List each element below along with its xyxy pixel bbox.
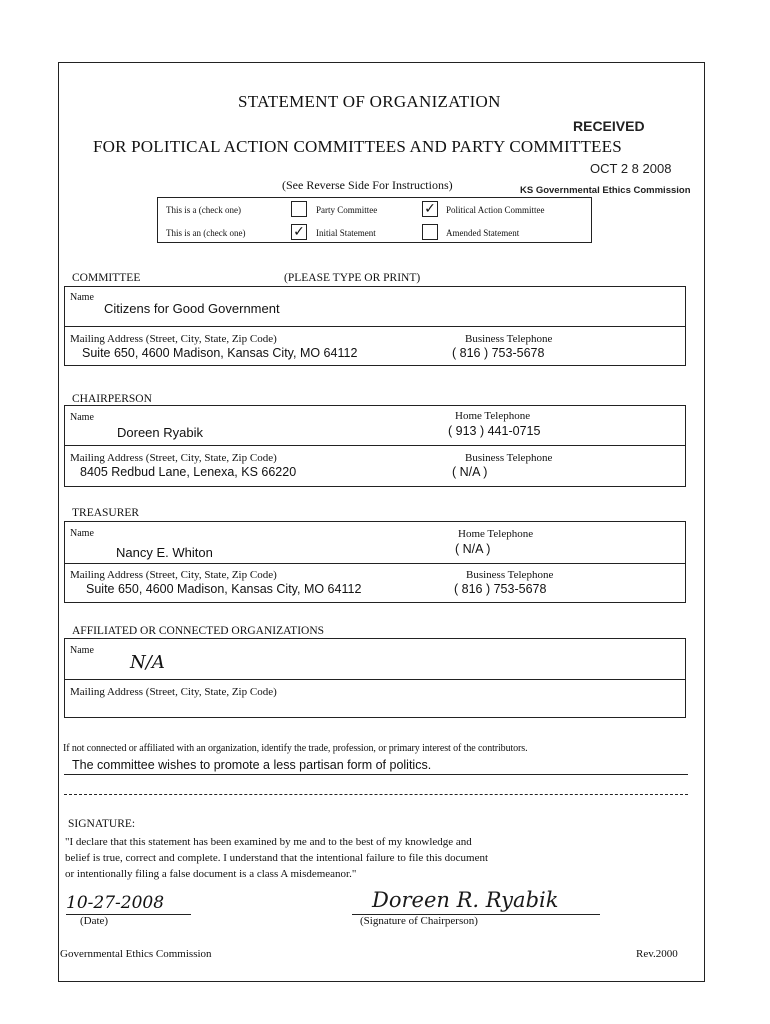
chairperson-address-label: Mailing Address (Street, City, State, Zip Code) — [70, 452, 277, 464]
signature-label: (Signature of Chairperson) — [360, 915, 478, 927]
committee-address-label: Mailing Address (Street, City, State, Zip Code) — [70, 333, 277, 345]
treasurer-home-phone-label: Home Telephone — [458, 528, 534, 540]
treasurer-home-phone-field[interactable]: ( N/A ) — [455, 542, 491, 556]
committee-divider — [64, 326, 686, 327]
affiliated-name-label: Name — [70, 645, 94, 656]
interest-line-1 — [64, 774, 688, 775]
pac-check-icon: ✓ — [424, 201, 436, 217]
received-stamp-agency: KS Governmental Ethics Commission — [520, 185, 691, 196]
committee-address-field[interactable]: Suite 650, 4600 Madison, Kansas City, MO 64112 — [82, 346, 358, 360]
declaration-line-3: or intentionally filing a false document is a class A misdemeanor." — [65, 868, 357, 880]
pac-label: Political Action Committee — [446, 205, 545, 215]
date-label: (Date) — [80, 915, 109, 927]
instructions-note: (See Reverse Side For Instructions) — [282, 178, 453, 192]
initial-statement-checkbox[interactable] — [291, 224, 307, 240]
committee-phone-label: Business Telephone — [465, 333, 553, 345]
affiliated-header: AFFILIATED OR CONNECTED ORGANIZATIONS — [72, 625, 325, 637]
committee-name-label: Name — [70, 292, 94, 303]
amended-statement-checkbox[interactable] — [422, 224, 438, 240]
initial-statement-check-icon: ✓ — [293, 224, 305, 240]
declaration-line-1: "I declare that this statement has been examined by me and to the best of my knowledge and — [65, 836, 472, 848]
interest-prompt: If not connected or affiliated with an organization, identify the trade, profession, or primary interest of the contributors. — [63, 743, 528, 754]
affiliated-name-field[interactable]: N/A — [130, 652, 165, 673]
declaration-line-2: belief is true, correct and complete. I understand that the intentional failure to file this document — [65, 852, 489, 864]
party-committee-checkbox[interactable] — [291, 201, 307, 217]
treasurer-divider — [64, 563, 686, 564]
check-row-2-label: This is an (check one) — [166, 228, 246, 238]
treasurer-business-phone-field[interactable]: ( 816 ) 753-5678 — [454, 582, 547, 596]
party-committee-label: Party Committee — [316, 205, 378, 215]
amended-statement-label: Amended Statement — [446, 228, 520, 238]
chairperson-header: CHAIRPERSON — [72, 393, 152, 405]
chairperson-signature-field[interactable]: Doreen R. Ryabik — [372, 888, 559, 912]
chairperson-name-label: Name — [70, 412, 94, 423]
treasurer-name-field[interactable]: Nancy E. Whiton — [116, 545, 213, 560]
print-note: (PLEASE TYPE OR PRINT) — [284, 272, 421, 284]
signature-date-field[interactable]: 10-27-2008 — [66, 893, 165, 913]
committee-header: COMMITTEE — [72, 272, 141, 284]
initial-statement-label: Initial Statement — [316, 228, 376, 238]
affiliated-section — [64, 638, 686, 718]
treasurer-business-phone-label: Business Telephone — [466, 569, 554, 581]
affiliated-divider — [64, 679, 686, 680]
chairperson-business-phone-label: Business Telephone — [465, 452, 553, 464]
interest-line-2 — [64, 794, 688, 795]
footer-revision: Rev.2000 — [636, 948, 678, 960]
interest-answer[interactable]: The committee wishes to promote a less partisan form of politics. — [72, 758, 432, 772]
check-row-1-label: This is a (check one) — [166, 205, 241, 215]
form-subtitle: FOR POLITICAL ACTION COMMITTEES AND PARTY COMMITTEES — [93, 137, 622, 156]
committee-name-field[interactable]: Citizens for Good Government — [104, 301, 280, 316]
treasurer-address-label: Mailing Address (Street, City, State, Zip Code) — [70, 569, 277, 581]
treasurer-address-field[interactable]: Suite 650, 4600 Madison, Kansas City, MO 64112 — [86, 582, 362, 596]
chairperson-home-phone-label: Home Telephone — [455, 410, 531, 422]
chairperson-home-phone-field[interactable]: ( 913 ) 441-0715 — [448, 424, 541, 438]
pac-checkbox[interactable] — [422, 201, 438, 217]
received-stamp-label: RECEIVED — [573, 118, 645, 134]
chairperson-name-field[interactable]: Doreen Ryabik — [117, 425, 203, 440]
committee-phone-field[interactable]: ( 816 ) 753-5678 — [452, 346, 545, 360]
treasurer-header: TREASURER — [72, 507, 140, 519]
affiliated-address-label: Mailing Address (Street, City, State, Zip Code) — [70, 686, 277, 698]
received-stamp-date: OCT 2 8 2008 — [590, 161, 672, 176]
footer-agency: Governmental Ethics Commission — [60, 948, 212, 960]
chairperson-address-field[interactable]: 8405 Redbud Lane, Lenexa, KS 66220 — [80, 465, 297, 479]
chairperson-divider — [64, 445, 686, 446]
chairperson-business-phone-field[interactable]: ( N/A ) — [452, 465, 488, 479]
form-title: STATEMENT OF ORGANIZATION — [238, 92, 501, 111]
signature-header: SIGNATURE: — [68, 818, 136, 830]
treasurer-name-label: Name — [70, 528, 94, 539]
